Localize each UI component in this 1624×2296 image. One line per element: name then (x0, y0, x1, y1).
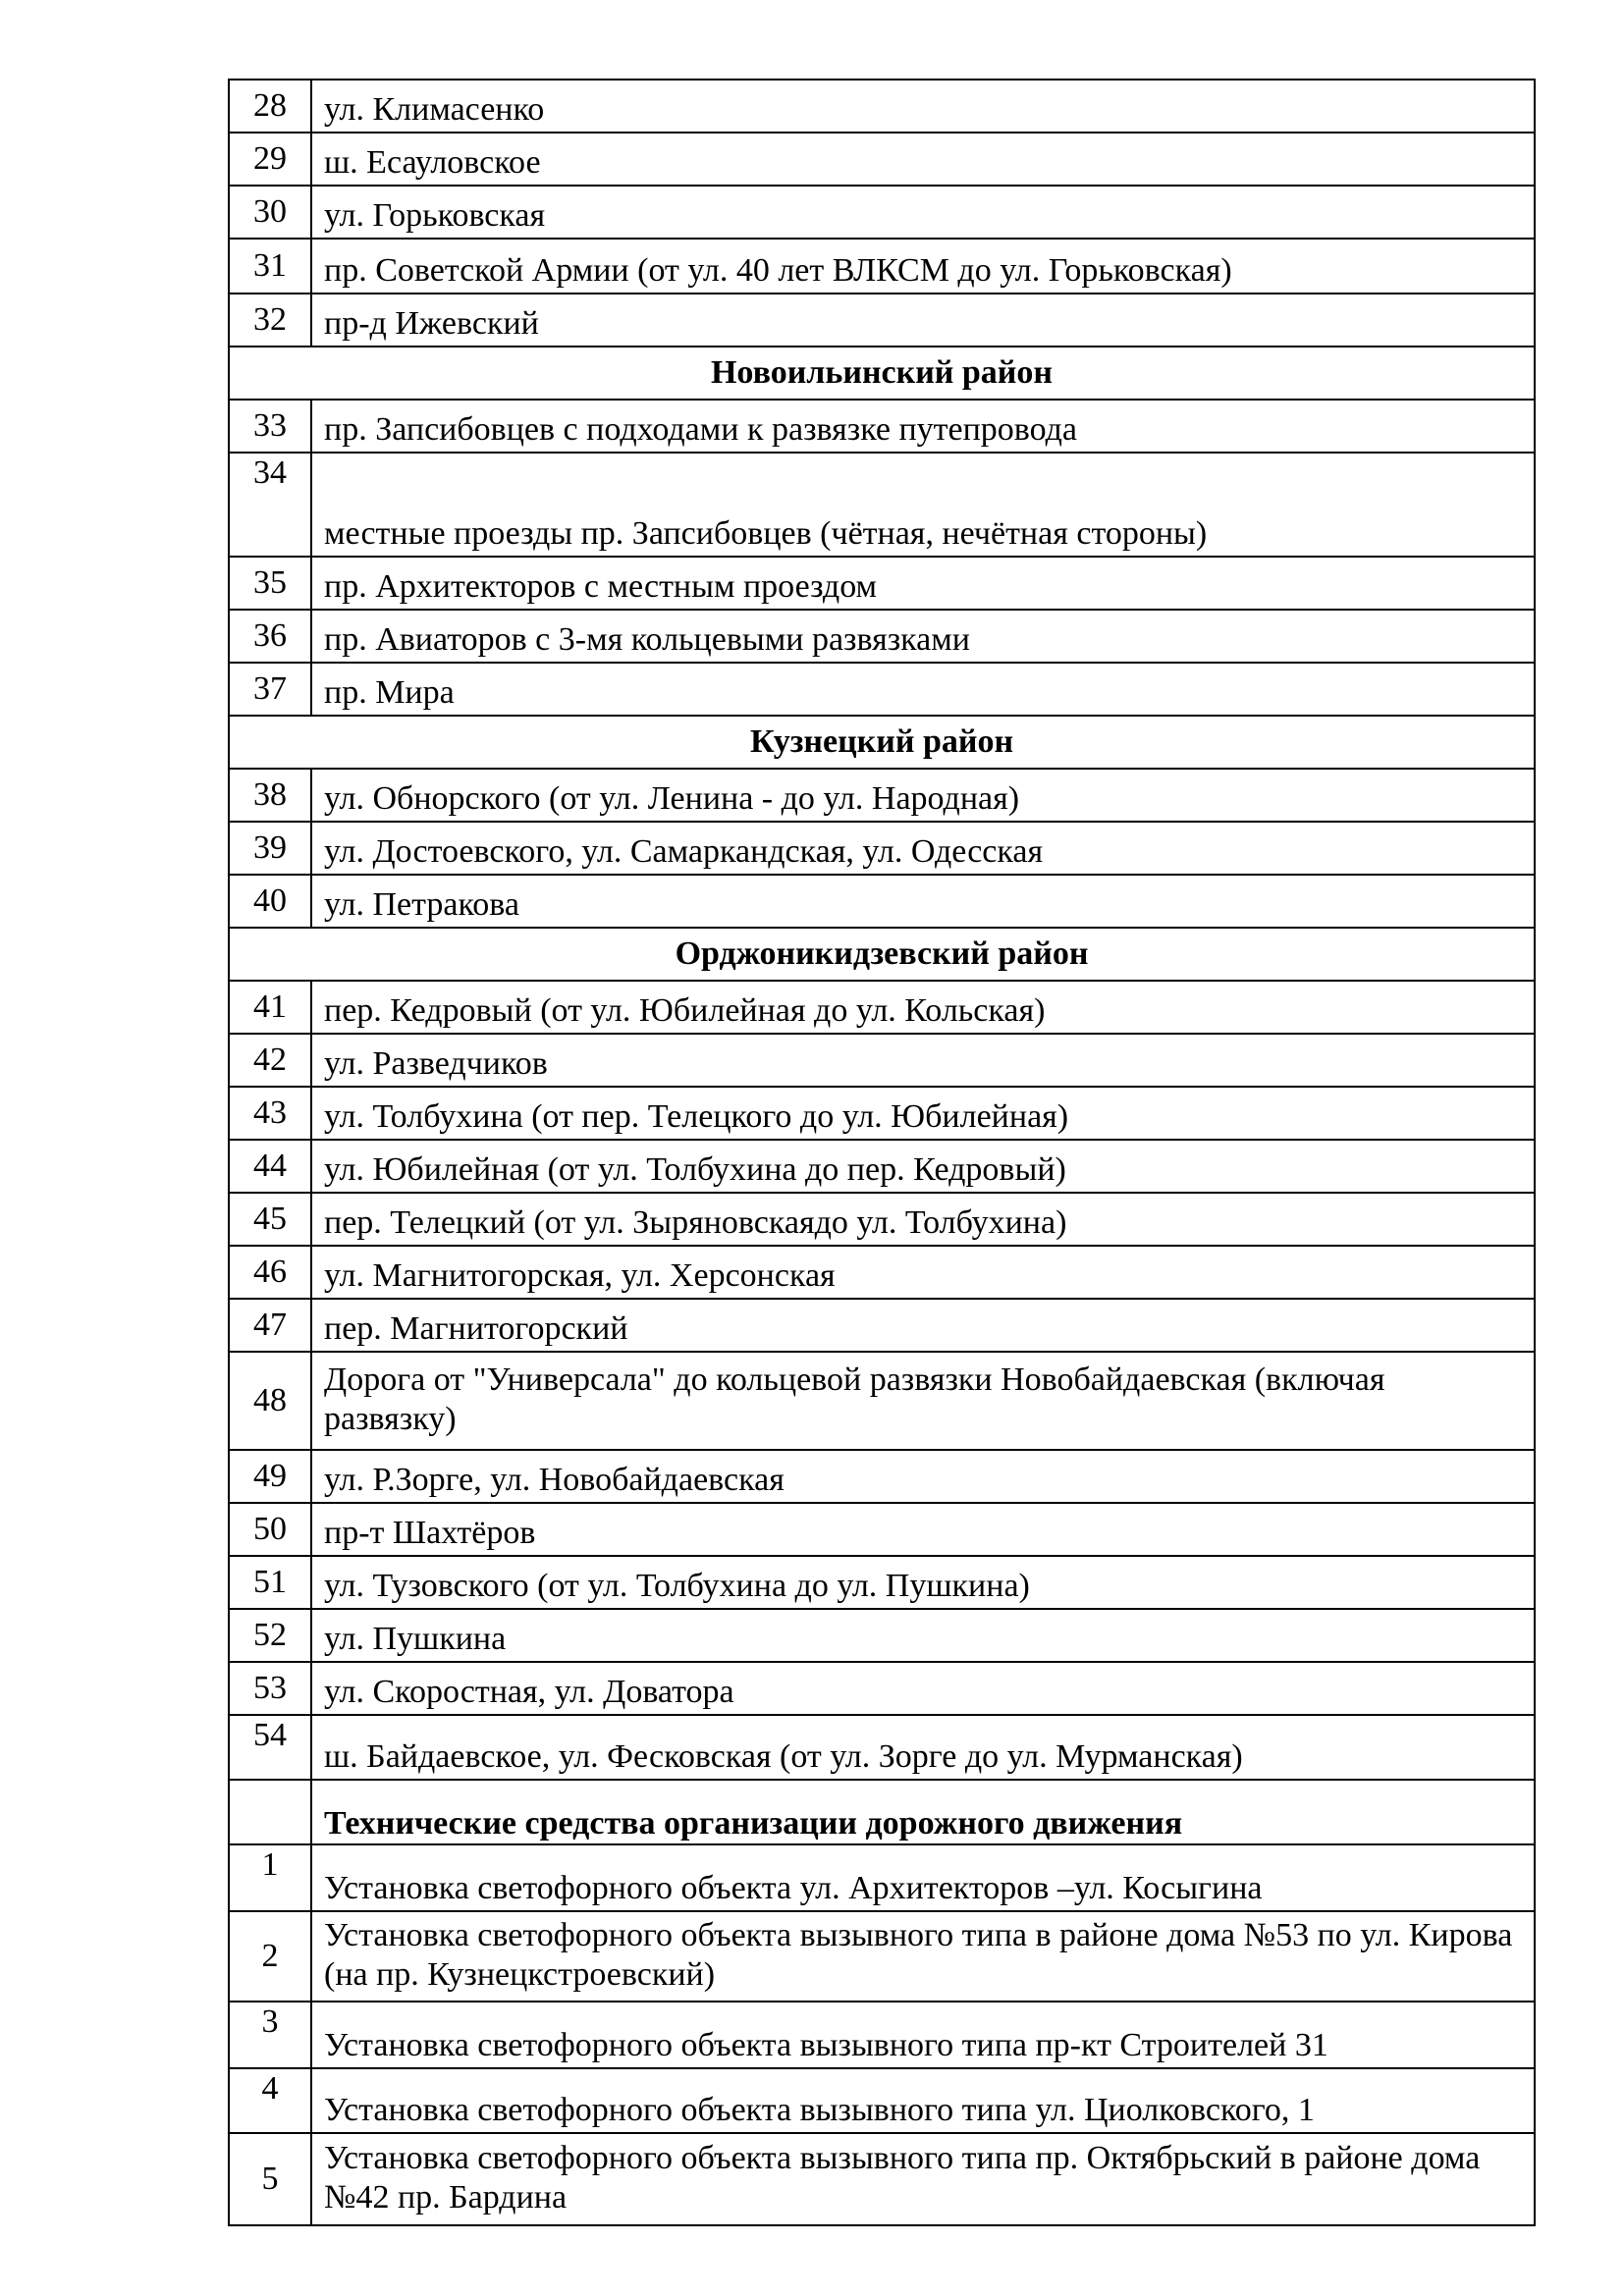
row-number: 33 (229, 400, 311, 453)
row-text: ул. Горьковская (311, 186, 1535, 239)
row-text: пер. Телецкий (от ул. Зыряновскаядо ул. Толбухина) (311, 1193, 1535, 1246)
row-text: Установка светофорного объекта вызывного типа пр-кт Строителей 31 (311, 2002, 1535, 2068)
group-heading: Технические средства организации дорожного движения (311, 1780, 1535, 1844)
table-row (229, 1844, 1535, 1911)
row-number: 50 (229, 1503, 311, 1556)
table-row (229, 400, 1535, 453)
section-heading: Кузнецкий район (229, 716, 1535, 769)
row-number: 2 (229, 1911, 311, 2002)
row-text: ул. Обнорского (от ул. Ленина - до ул. Народная) (311, 769, 1535, 822)
row-number: 30 (229, 186, 311, 239)
table-row (229, 610, 1535, 663)
roads-table (228, 79, 1536, 2226)
table-row (229, 981, 1535, 1034)
row-text: ш. Байдаевское, ул. Фесковская (от ул. Зорге до ул. Мурманская) (311, 1715, 1535, 1780)
table-row (229, 1140, 1535, 1193)
table-row (229, 1450, 1535, 1503)
table-row (229, 1352, 1535, 1450)
table-row (229, 1299, 1535, 1352)
section-row (229, 716, 1535, 769)
row-number: 43 (229, 1087, 311, 1140)
row-number: 38 (229, 769, 311, 822)
row-number: 39 (229, 822, 311, 875)
table-row (229, 875, 1535, 928)
section-heading: Орджоникидзевский район (229, 928, 1535, 981)
table-row (229, 1503, 1535, 1556)
row-number: 1 (229, 1844, 311, 1911)
row-number: 5 (229, 2133, 311, 2225)
row-text: Дорога от "Универсала" до кольцевой развязки Новобайдаевская (включая развязку) (311, 1352, 1535, 1450)
row-number: 46 (229, 1246, 311, 1299)
table-row (229, 1556, 1535, 1609)
table-row (229, 663, 1535, 716)
row-text: ул. Скоростная, ул. Доватора (311, 1662, 1535, 1715)
table-row (229, 822, 1535, 875)
table-row (229, 1715, 1535, 1780)
row-number: 49 (229, 1450, 311, 1503)
row-number: 35 (229, 557, 311, 610)
row-number: 47 (229, 1299, 311, 1352)
empty-number-cell (229, 1780, 311, 1844)
table-row (229, 1034, 1535, 1087)
roads-table-body (229, 80, 1535, 2225)
row-text: Установка светофорного объекта вызывного типа пр. Октябрьский в районе дома №42 пр. Бардина (311, 2133, 1535, 2225)
row-text: пр. Запсибовцев с подходами к развязке путепровода (311, 400, 1535, 453)
table-row (229, 133, 1535, 186)
table-row (229, 186, 1535, 239)
table-row (229, 769, 1535, 822)
section-heading: Новоильинский район (229, 347, 1535, 400)
row-text: ул. Толбухина (от пер. Телецкого до ул. Юбилейная) (311, 1087, 1535, 1140)
row-text: ул. Магнитогорская, ул. Херсонская (311, 1246, 1535, 1299)
row-text: пр-д Ижевский (311, 294, 1535, 347)
row-text: Установка светофорного объекта ул. Архитекторов –ул. Косыгина (311, 1844, 1535, 1911)
row-number: 45 (229, 1193, 311, 1246)
row-text: пер. Кедровый (от ул. Юбилейная до ул. Кольская) (311, 981, 1535, 1034)
table-row (229, 557, 1535, 610)
row-number: 3 (229, 2002, 311, 2068)
row-text: пр. Авиаторов с 3-мя кольцевыми развязками (311, 610, 1535, 663)
table-row (229, 80, 1535, 133)
table-row (229, 294, 1535, 347)
row-text: ул. Петракова (311, 875, 1535, 928)
table-row (229, 2068, 1535, 2133)
row-text: пр-т Шахтёров (311, 1503, 1535, 1556)
table-row (229, 1609, 1535, 1662)
row-number: 54 (229, 1715, 311, 1780)
row-text: ул. Достоевского, ул. Самаркандская, ул. Одесская (311, 822, 1535, 875)
table-row (229, 1246, 1535, 1299)
row-text: ул. Разведчиков (311, 1034, 1535, 1087)
table-row (229, 1087, 1535, 1140)
section-row (229, 347, 1535, 400)
row-number: 37 (229, 663, 311, 716)
row-number: 48 (229, 1352, 311, 1450)
row-text: ул. Пушкина (311, 1609, 1535, 1662)
row-text: Установка светофорного объекта вызывного типа в районе дома №53 по ул. Кирова (на пр. Кузнецкстроевский) (311, 1911, 1535, 2002)
table-row (229, 1193, 1535, 1246)
row-number: 32 (229, 294, 311, 347)
row-number: 4 (229, 2068, 311, 2133)
group-heading-row (229, 1780, 1535, 1844)
row-text: ул. Юбилейная (от ул. Толбухина до пер. Кедровый) (311, 1140, 1535, 1193)
row-text: ул. Р.Зорге, ул. Новобайдаевская (311, 1450, 1535, 1503)
table-row (229, 2133, 1535, 2225)
row-text: пр. Советской Армии (от ул. 40 лет ВЛКСМ до ул. Горьковская) (311, 239, 1535, 294)
table-row (229, 1911, 1535, 2002)
row-number: 41 (229, 981, 311, 1034)
row-text: пр. Архитекторов с местным проездом (311, 557, 1535, 610)
table-row (229, 453, 1535, 557)
row-number: 51 (229, 1556, 311, 1609)
table-row (229, 1662, 1535, 1715)
section-row (229, 928, 1535, 981)
row-text: пер. Магнитогорский (311, 1299, 1535, 1352)
row-number: 36 (229, 610, 311, 663)
row-number: 42 (229, 1034, 311, 1087)
row-number: 40 (229, 875, 311, 928)
row-text: ул. Климасенко (311, 80, 1535, 133)
row-number: 28 (229, 80, 311, 133)
row-text: Установка светофорного объекта вызывного типа ул. Циолковского, 1 (311, 2068, 1535, 2133)
row-number: 52 (229, 1609, 311, 1662)
row-number: 31 (229, 239, 311, 294)
table-row (229, 239, 1535, 294)
row-number: 44 (229, 1140, 311, 1193)
row-number: 34 (229, 453, 311, 557)
row-text: местные проезды пр. Запсибовцев (чётная, нечётная стороны) (311, 453, 1535, 557)
table-row (229, 2002, 1535, 2068)
row-text: пр. Мира (311, 663, 1535, 716)
row-number: 29 (229, 133, 311, 186)
row-number: 53 (229, 1662, 311, 1715)
row-text: ул. Тузовского (от ул. Толбухина до ул. Пушкина) (311, 1556, 1535, 1609)
row-text: ш. Есауловское (311, 133, 1535, 186)
